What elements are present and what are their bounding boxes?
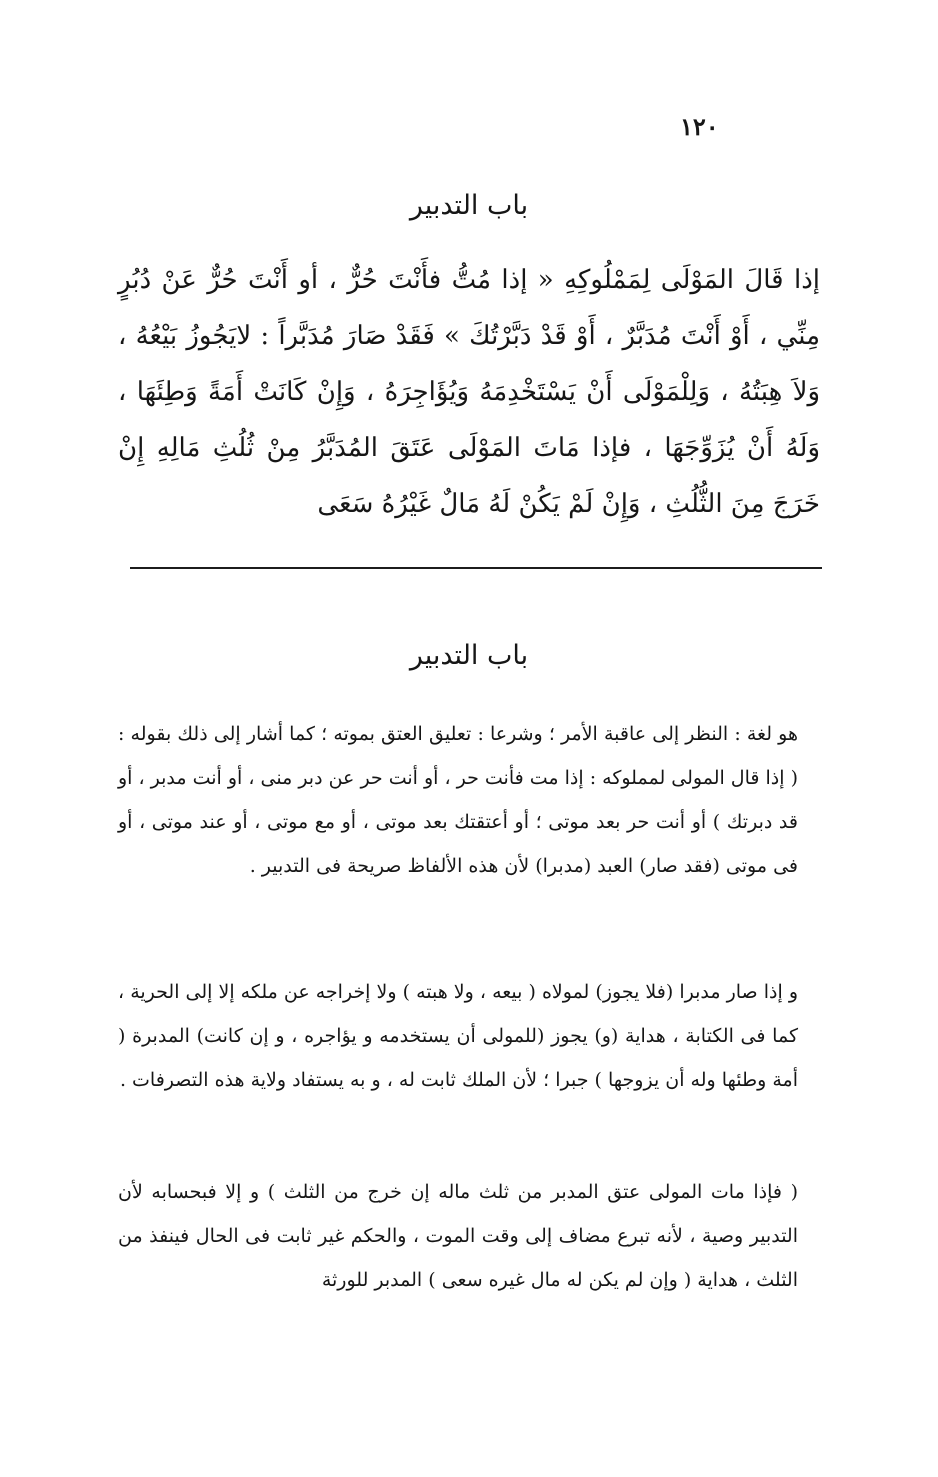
section-divider — [130, 567, 822, 569]
sharh-paragraph-text: هو لغة : النظر إلى عاقبة الأمر ؛ وشرعا : تعليق العتق بموته ؛ كما أشار إلى ذلك بقوله : ( إذا قال المولى لمملوكه : إذا مت فأنت حر ، أو أنت حر عن دبر منى ، أو أنت مدبر ، أو قد دبرتك ) أو أنت حر بعد موتى ؛ أو أعتقتك بعد موتى ، أو مع موتى ، أو عند موتى ، أو فى موتى (فقد صار) العبد (مدبرا) لأن هذه الألفاظ صريحة فى التدبير . — [117, 723, 798, 877]
sharh-section-title: باب التدبير — [409, 640, 529, 671]
sharh-paragraph-definition — [118, 712, 798, 888]
sharh-paragraph-text: و إذا صار مدبرا (فلا يجوز) لمولاه ( بيعه ، ولا هبته ) ولا إخراجه عن ملكه إلا إلى الحرية ، كما فى الكتابة ، هداية (و) يجوز (للمولى أن يستخدمه و يؤاجره ، و إن كانت) المدبرة ( أمة وطئها وله أن يزوجها ) جبرا ؛ لأن الملك ثابت له ، و به يستفاد ولاية هذه التصرفات . — [118, 981, 798, 1091]
matn-section-title: باب التدبير — [409, 190, 529, 221]
sharh-paragraph-death — [118, 1170, 798, 1302]
sharh-paragraph-rulings — [118, 970, 798, 1102]
matn-paragraph: إذا قَالَ المَوْلَى لِمَمْلُوكِهِ « إذا مُتُّ فأَنْتَ حُرٌّ ، أو أَنْتَ حُرٌّ عَنْ دُبُرٍ مِنِّي ، أَوْ أَنْتَ مُدَبَّرٌ ، أَوْ قَدْ دَبَّرْتُكَ » فَقَدْ صَارَ مُدَبَّراً : لايَجُوزُ بَيْعُهُ ، وَلاَ هِبَتُهُ ، وَلِلْمَوْلَى أَنْ يَسْتَخْدِمَهُ وَيُؤَاجِرَهُ ، وَإِنْ كَانَتْ أَمَةً وَطِئَهَا ، وَلَهُ أَنْ يُزَوِّجَهَا ، فإذا مَاتَ المَوْلَى عَتَقَ المُدَبَّرُ مِنْ ثُلُثِ مَالِهِ إِنْ خَرَجَ مِنَ الثُّلُثِ ، وَإِنْ لَمْ يَكُنْ لَهُ مَالٌ غَيْرُهُ سَعَى — [118, 265, 820, 519]
page-number: ١٢٠ — [680, 112, 719, 141]
matn-text-block — [118, 252, 820, 532]
sharh-paragraph-text: ( فإذا مات المولى عتق المدبر من ثلث ماله إن خرج من الثلث ) و إلا فبحسابه لأن التدبير وصية ، لأنه تبرع مضاف إلى وقت الموت ، والحكم غير ثابت فى الحال فينفذ من الثلث ، هداية ( وإن لم يكن له مال غيره سعى ) المدبر للورثة — [118, 1181, 798, 1291]
